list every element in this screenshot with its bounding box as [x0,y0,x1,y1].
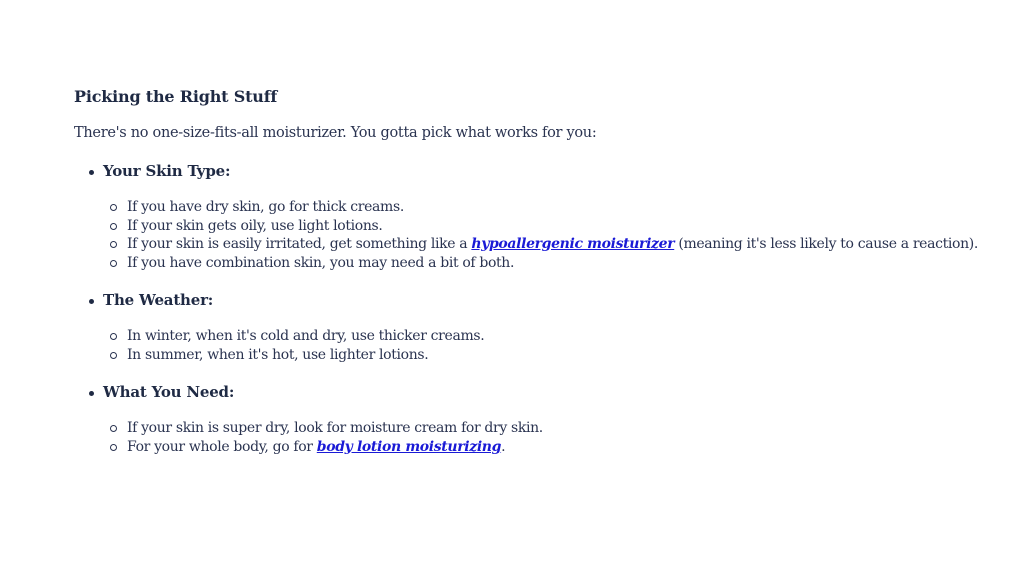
list-item-weather [74,289,974,364]
list-item [103,346,974,365]
list-item-text: If you have dry skin, go for thick creams. [127,199,404,215]
list-item-text: In summer, when it's hot, use lighter lotions. [127,346,429,363]
list-item [103,235,978,254]
intro-paragraph: There's no one-size-fits-all moisturizer. You gotta pick what works for you: [74,125,597,141]
circle-bullet-icon [110,333,117,340]
body-lotion-moisturizing-link[interactable]: body lotion moisturizing [316,438,502,455]
circle-bullet-icon [110,444,117,451]
section-title: What You Need: [103,383,235,401]
hypoallergenic-moisturizer-link[interactable]: hypoallergenic moisturizer [471,236,675,252]
list-item-text: In winter, when it's cold and dry, use thicker creams. [127,328,485,344]
sub-list [103,198,978,272]
circle-bullet-icon [110,352,117,359]
list-item-text-before: For your whole body, go for [127,438,317,455]
sub-list [103,419,974,456]
list-item [103,438,974,457]
section-title: The Weather: [103,291,214,309]
list-item-text: If your skin is super dry, look for moisture cream for dry skin. [127,420,543,436]
disc-bullet-icon [89,391,94,396]
circle-bullet-icon [110,425,117,432]
list-item [103,254,974,273]
list-item-skin-type [74,160,978,272]
circle-bullet-icon [110,204,117,211]
section-heading: Picking the Right Stuff [74,87,278,106]
list-item [103,419,974,438]
list-item-text-after: . [501,438,506,455]
list-item [103,217,974,236]
circle-bullet-icon [110,260,117,267]
list-item-text: If your skin gets oily, use light lotions. [127,217,383,234]
list-item [103,198,974,217]
sub-list [103,327,974,364]
list-item-text-after: (meaning it's less likely to cause a reaction). [674,236,978,252]
disc-bullet-icon [89,170,94,175]
list-item [103,327,974,346]
section-title: Your Skin Type: [103,162,231,180]
article [74,86,978,456]
list-item-text-before: If your skin is easily irritated, get something like a [127,236,472,252]
circle-bullet-icon [110,223,117,230]
circle-bullet-icon [110,241,117,248]
list-item-text: If you have combination skin, you may need a bit of both. [127,254,515,271]
main-list [74,160,978,456]
list-item-what-you-need [74,381,974,456]
disc-bullet-icon [89,299,94,304]
